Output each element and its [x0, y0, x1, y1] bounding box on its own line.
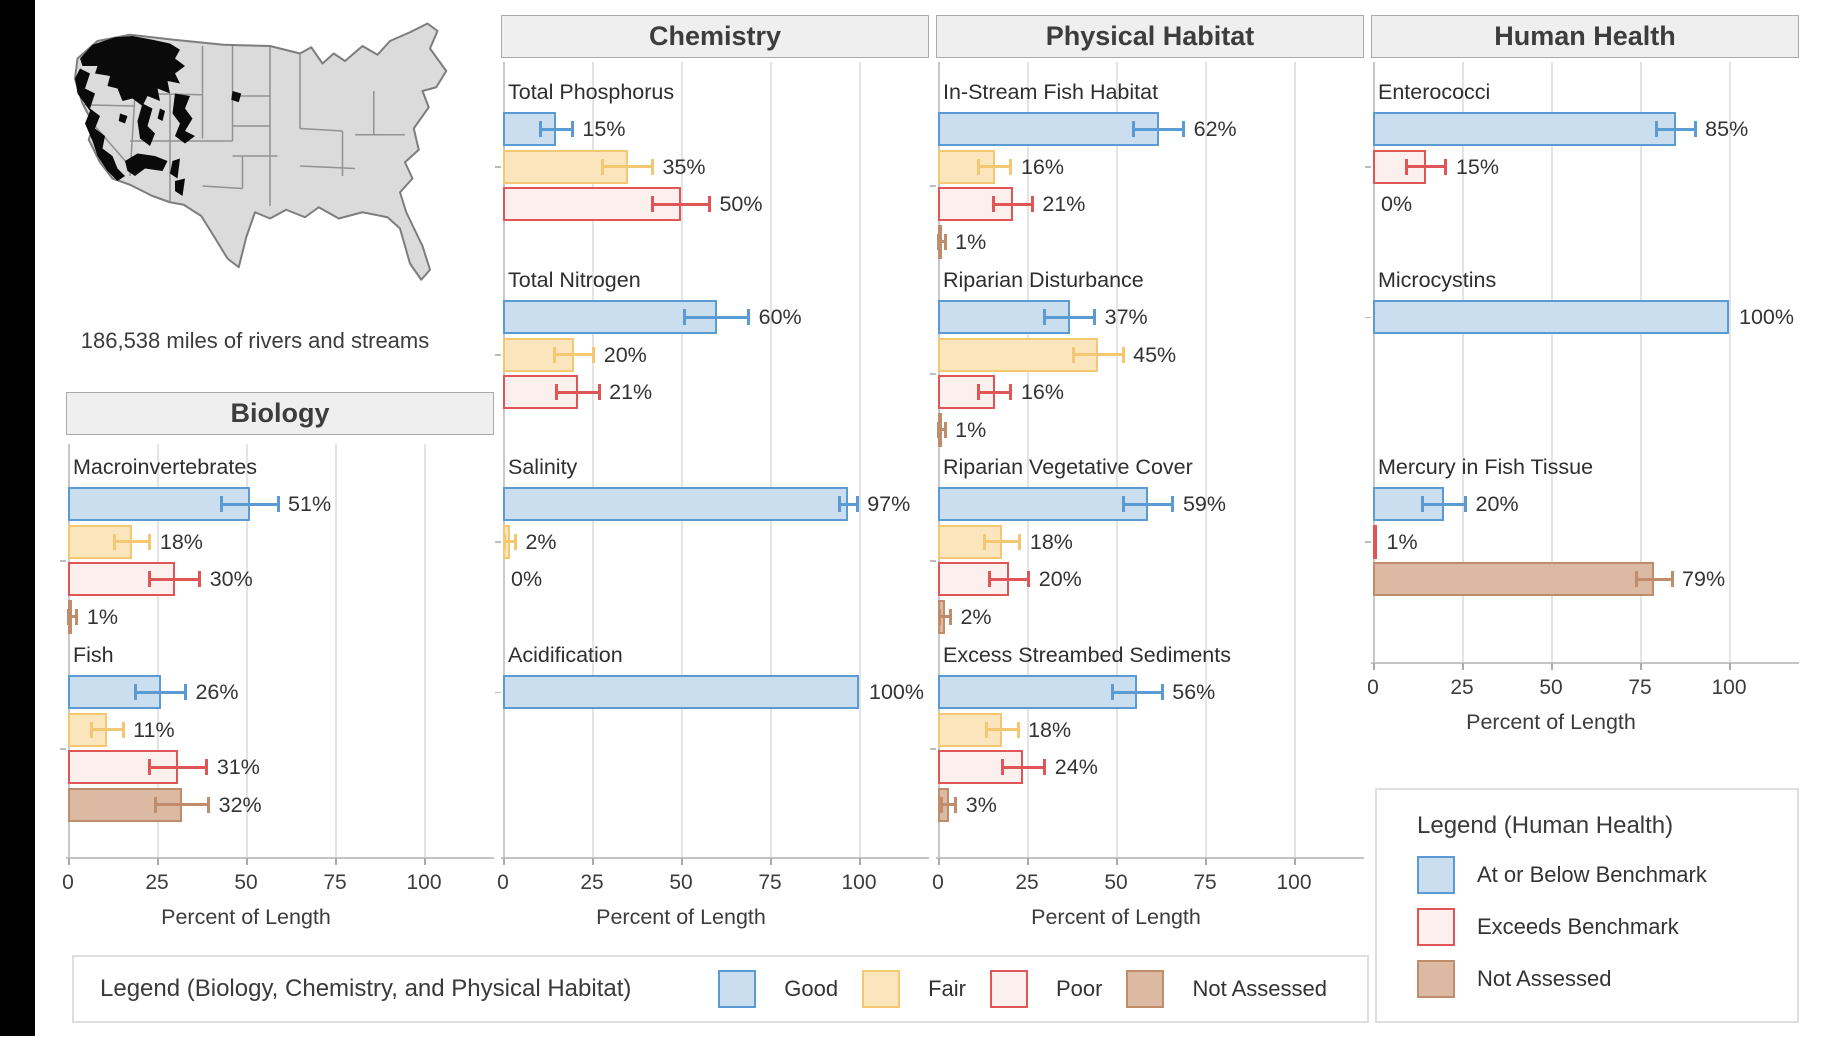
error-bar — [1112, 691, 1162, 694]
x-axis-tick — [938, 858, 940, 865]
x-axis-tick-label: 75 — [758, 871, 782, 894]
x-axis-tick-label: 100 — [406, 871, 442, 894]
bar-blue — [503, 487, 848, 521]
error-bar — [984, 540, 1020, 543]
panel-header-biology: Biology — [66, 392, 494, 435]
legend-title: Legend (Biology, Chemistry, and Physical Habitat) — [100, 975, 632, 1002]
x-axis-tick-label: 100 — [841, 871, 877, 894]
metric-label: Mercury in Fish Tissue — [1378, 455, 1594, 479]
legend-swatch-brown — [1417, 960, 1455, 998]
error-bar-cap — [1444, 159, 1447, 175]
error-bar-cap — [1182, 121, 1185, 137]
error-bar-cap — [944, 234, 947, 250]
error-bar — [979, 391, 1011, 394]
bar-red — [1373, 525, 1377, 559]
error-bar-cap — [148, 571, 151, 587]
error-bar-cap — [555, 384, 558, 400]
x-axis-tick-label: 0 — [62, 871, 74, 894]
error-bar — [1407, 165, 1446, 168]
x-axis-tick — [859, 858, 861, 865]
error-bar-cap — [207, 797, 210, 813]
value-label: 30% — [209, 567, 253, 591]
error-bar-cap — [598, 384, 601, 400]
legend-swatch-red — [1417, 908, 1455, 946]
x-axis-line-physical-habitat — [936, 857, 1364, 859]
error-bar-cap — [1043, 309, 1046, 325]
error-bar — [91, 728, 123, 731]
legend-human-health — [1375, 788, 1799, 1023]
metric-label: In-Stream Fish Habitat — [943, 80, 1159, 104]
y-axis-group-tick — [930, 373, 936, 375]
value-label: 1% — [86, 604, 118, 629]
value-label: 15% — [582, 117, 626, 141]
legend-item-yellow — [862, 970, 966, 1008]
value-label: 2% — [960, 604, 992, 629]
error-bar-cap — [601, 159, 604, 175]
y-axis-group-tick — [60, 560, 66, 562]
legend-swatch-blue — [718, 970, 756, 1008]
value-label: 1% — [955, 417, 987, 442]
gridline-75 — [770, 62, 772, 857]
legend-title: Legend (Human Health) — [1417, 812, 1674, 839]
error-bar-cap — [1405, 159, 1408, 175]
error-bar-cap — [992, 196, 995, 212]
error-bar-cap — [503, 534, 506, 550]
value-label: 21% — [1042, 192, 1086, 216]
gridline-75 — [335, 444, 337, 857]
value-label: 16% — [1020, 154, 1065, 179]
error-bar-cap — [651, 159, 654, 175]
error-bar-cap — [937, 234, 940, 250]
error-bar-cap — [1072, 347, 1075, 363]
value-label: 0% — [511, 567, 543, 591]
value-label: 100% — [869, 680, 924, 704]
error-bar-cap — [75, 609, 78, 625]
error-bar — [540, 128, 572, 131]
legend-label: Poor — [1056, 976, 1103, 1001]
legend-swatch-blue — [1417, 856, 1455, 894]
legend-item-brown — [1126, 970, 1327, 1008]
value-label: 100% — [1739, 305, 1794, 329]
x-axis-line-human-health — [1371, 662, 1799, 664]
left-black-strip — [0, 0, 35, 1036]
x-axis-line-biology — [66, 857, 494, 859]
error-bar-cap — [1031, 196, 1034, 212]
value-label: 26% — [195, 680, 239, 704]
error-bar-cap — [184, 684, 187, 700]
error-bar-cap — [90, 722, 93, 738]
x-axis-tick-label: 50 — [234, 871, 258, 894]
panel-plot-chemistry — [501, 62, 929, 857]
y-axis-group-tick — [930, 748, 936, 750]
value-label: 31% — [216, 755, 260, 779]
metric-label: Salinity — [508, 455, 578, 479]
y-axis-group-tick — [495, 541, 501, 543]
error-bar — [150, 766, 207, 769]
error-bar-cap — [983, 534, 986, 550]
error-bar-cap — [1009, 159, 1012, 175]
error-bar-cap — [1122, 496, 1125, 512]
value-label: 37% — [1104, 305, 1148, 329]
y-axis-group-tick — [1365, 166, 1371, 168]
panel-plot-human-health — [1371, 62, 1799, 662]
error-bar — [603, 165, 653, 168]
y-axis-group-tick — [60, 748, 66, 750]
error-bar-cap — [148, 759, 151, 775]
value-label: 21% — [609, 380, 653, 404]
error-bar — [1123, 503, 1173, 506]
value-label: 51% — [288, 492, 332, 516]
error-bar — [556, 391, 599, 394]
value-label: 20% — [1475, 492, 1519, 516]
value-label: 2% — [525, 529, 557, 554]
metric-label: Excess Streambed Sediments — [943, 643, 1231, 667]
error-bar-cap — [1027, 571, 1030, 587]
error-bar-cap — [1671, 571, 1674, 587]
metric-label: Enterococci — [1378, 80, 1491, 104]
x-axis-tick-label: 0 — [932, 871, 944, 894]
error-bar-cap — [148, 534, 151, 550]
value-label: 20% — [1038, 567, 1082, 591]
x-axis-tick — [1462, 663, 1464, 670]
error-bar — [150, 578, 200, 581]
legend-item-red — [1417, 908, 1777, 946]
error-bar — [986, 728, 1018, 731]
error-bar — [114, 540, 150, 543]
error-bar-cap — [1009, 384, 1012, 400]
x-axis-title-chemistry: Percent of Length — [596, 905, 766, 929]
value-label: 97% — [867, 492, 911, 516]
value-label: 0% — [1381, 192, 1413, 216]
error-bar-cap — [198, 571, 201, 587]
error-bar-cap — [944, 422, 947, 438]
error-bar-cap — [67, 609, 70, 625]
error-bar — [155, 803, 208, 806]
error-bar-cap — [514, 534, 517, 550]
error-bar-cap — [856, 496, 859, 512]
error-bar — [653, 203, 710, 206]
error-bar — [979, 165, 1011, 168]
panel-plot-biology — [66, 444, 494, 857]
error-bar — [1073, 353, 1123, 356]
error-bar-cap — [205, 759, 208, 775]
error-bar-cap — [1635, 571, 1638, 587]
gridline-100 — [859, 62, 861, 857]
value-label: 18% — [159, 529, 203, 554]
x-axis-tick-label: 100 — [1711, 676, 1747, 699]
x-axis-tick-label: 25 — [1450, 676, 1474, 699]
y-axis-group-tick — [495, 354, 501, 356]
metric-label: Total Nitrogen — [508, 268, 641, 292]
error-bar-cap — [1694, 121, 1697, 137]
error-bar-cap — [988, 571, 991, 587]
metric-label: Riparian Disturbance — [943, 268, 1144, 292]
gridline-50 — [681, 62, 683, 857]
error-bar-cap — [977, 384, 980, 400]
value-label: 1% — [955, 229, 987, 254]
value-label: 62% — [1193, 117, 1237, 141]
legend-label: Good — [784, 976, 839, 1001]
error-bar-cap — [683, 309, 686, 325]
value-label: 18% — [1029, 529, 1073, 554]
y-axis-group-tick — [930, 185, 936, 187]
error-bar — [1636, 578, 1672, 581]
error-bar — [993, 203, 1032, 206]
bar-blue — [938, 675, 1137, 709]
value-label: 11% — [133, 717, 175, 742]
metric-label: Macroinvertebrates — [73, 455, 258, 479]
bar-blue — [503, 675, 859, 709]
error-bar-cap — [977, 159, 980, 175]
x-axis-tick — [1294, 858, 1296, 865]
error-bar-cap — [1655, 121, 1658, 137]
panel-header-human-health: Human Health — [1371, 15, 1799, 58]
error-bar-cap — [1161, 684, 1164, 700]
value-label: 18% — [1028, 717, 1072, 742]
error-bar-cap — [134, 684, 137, 700]
x-axis-tick-label: 25 — [1015, 871, 1039, 894]
error-bar-cap — [592, 347, 595, 363]
x-axis-tick — [1729, 663, 1731, 670]
x-axis-tick — [503, 858, 505, 865]
value-label: 1% — [1386, 529, 1418, 554]
x-axis-tick — [68, 858, 70, 865]
value-label: 60% — [758, 305, 802, 329]
x-axis-tick-label: 75 — [323, 871, 347, 894]
error-bar-cap — [1018, 534, 1021, 550]
value-label: 32% — [218, 792, 262, 817]
error-bar-cap — [113, 534, 116, 550]
legend-item-blue — [718, 970, 838, 1008]
error-bar-cap — [220, 496, 223, 512]
legend-label: Exceeds Benchmark — [1477, 914, 1679, 939]
value-label: 20% — [603, 342, 647, 367]
value-label: 16% — [1020, 380, 1065, 404]
x-axis-tick — [592, 858, 594, 865]
value-label: 56% — [1172, 680, 1216, 704]
error-bar-cap — [1111, 684, 1114, 700]
error-bar-cap — [1093, 309, 1096, 325]
error-bar-cap — [1132, 121, 1135, 137]
legend-swatch-red — [990, 970, 1028, 1008]
metric-label: Riparian Vegetative Cover — [943, 455, 1193, 479]
x-axis-line-chemistry — [501, 857, 929, 859]
error-bar-cap — [1171, 496, 1174, 512]
error-bar — [555, 353, 594, 356]
error-bar-cap — [1043, 759, 1046, 775]
x-axis-tick — [157, 858, 159, 865]
value-label: 15% — [1455, 154, 1500, 179]
error-bar — [1002, 766, 1045, 769]
error-bar-cap — [1421, 496, 1424, 512]
gridline-75 — [1205, 62, 1207, 857]
error-bar — [990, 578, 1029, 581]
bar-brown — [1373, 562, 1654, 596]
error-bar-cap — [1122, 347, 1125, 363]
error-bar-cap — [651, 196, 654, 212]
legend-label: Not Assessed — [1477, 966, 1612, 991]
x-axis-tick — [770, 858, 772, 865]
error-bar — [1134, 128, 1184, 131]
error-bar-cap — [985, 722, 988, 738]
x-axis-tick — [1373, 663, 1375, 670]
error-bar-cap — [1464, 496, 1467, 512]
us-map-svg — [55, 16, 455, 316]
error-bar-cap — [708, 196, 711, 212]
error-bar-cap — [277, 496, 280, 512]
x-axis-title-biology: Percent of Length — [161, 905, 331, 929]
bar-blue — [938, 487, 1148, 521]
legend-items — [718, 970, 1327, 1008]
gridline-100 — [1729, 62, 1731, 662]
error-bar-cap — [938, 609, 941, 625]
error-bar-cap — [747, 309, 750, 325]
error-bar-cap — [539, 121, 542, 137]
error-bar-cap — [1001, 759, 1004, 775]
error-bar — [221, 503, 278, 506]
legend-swatch-brown — [1126, 970, 1164, 1008]
y-axis-group-tick — [930, 560, 936, 562]
x-axis-title-physical-habitat: Percent of Length — [1031, 905, 1201, 929]
panel-header-chemistry: Chemistry — [501, 15, 929, 58]
error-bar — [136, 691, 186, 694]
error-bar-cap — [1017, 722, 1020, 738]
x-axis-tick-label: 50 — [1539, 676, 1563, 699]
value-label: 50% — [719, 192, 763, 216]
legend-item-red — [990, 970, 1102, 1008]
x-axis-tick — [681, 858, 683, 865]
x-axis-tick-label: 75 — [1193, 871, 1217, 894]
legend-swatch-yellow — [862, 970, 900, 1008]
x-axis-tick-label: 50 — [669, 871, 693, 894]
error-bar-cap — [122, 722, 125, 738]
error-bar-cap — [940, 797, 943, 813]
legend-label: Not Assessed — [1192, 976, 1327, 1001]
y-axis-group-tick — [495, 692, 501, 694]
error-bar — [1423, 503, 1466, 506]
value-label: 59% — [1182, 492, 1226, 516]
error-bar-cap — [571, 121, 574, 137]
error-bar — [1656, 128, 1695, 131]
us-map — [55, 16, 455, 316]
map-caption: 186,538 miles of rivers and streams — [80, 328, 430, 353]
x-axis-tick-label: 25 — [145, 871, 169, 894]
x-axis-tick-label: 50 — [1104, 871, 1128, 894]
error-bar — [1045, 316, 1095, 319]
metric-label: Microcystins — [1378, 268, 1497, 292]
y-axis-group-tick — [1365, 317, 1371, 319]
error-bar — [685, 316, 749, 319]
x-axis-tick-label: 100 — [1276, 871, 1312, 894]
panel-header-physical-habitat: Physical Habitat — [936, 15, 1364, 58]
panel-plot-physical-habitat — [936, 62, 1364, 857]
value-label: 79% — [1682, 567, 1726, 591]
legend-item-blue — [1417, 856, 1777, 894]
error-bar-cap — [937, 422, 940, 438]
value-label: 35% — [662, 154, 706, 179]
gridline-100 — [424, 444, 426, 857]
error-bar-cap — [949, 609, 952, 625]
legend-label: Fair — [928, 976, 966, 1001]
value-label: 85% — [1705, 117, 1749, 141]
y-axis-group-tick — [495, 166, 501, 168]
legend-label: At or Below Benchmark — [1477, 862, 1707, 887]
x-axis-tick-label: 0 — [497, 871, 509, 894]
x-axis-tick-label: 25 — [580, 871, 604, 894]
x-axis-tick — [1551, 663, 1553, 670]
value-label: 45% — [1133, 342, 1177, 367]
bar-blue — [938, 112, 1159, 146]
gridline-100 — [1294, 62, 1296, 857]
error-bar-cap — [553, 347, 556, 363]
error-bar — [839, 503, 857, 506]
value-label: 24% — [1054, 755, 1098, 779]
x-axis-tick-label: 0 — [1367, 676, 1379, 699]
legend-item-brown — [1417, 960, 1777, 998]
error-bar-cap — [154, 797, 157, 813]
x-axis-tick — [335, 858, 337, 865]
y-axis-group-tick — [1365, 541, 1371, 543]
value-label: 3% — [965, 792, 997, 817]
x-axis-title-human-health: Percent of Length — [1466, 710, 1636, 734]
error-bar-cap — [838, 496, 841, 512]
bar-blue — [1373, 300, 1729, 334]
metric-label: Acidification — [508, 643, 623, 667]
x-axis-tick-label: 75 — [1628, 676, 1652, 699]
x-axis-tick — [1116, 858, 1118, 865]
x-axis-tick — [1205, 858, 1207, 865]
x-axis-tick — [246, 858, 248, 865]
bar-blue — [1373, 112, 1676, 146]
x-axis-tick — [1640, 663, 1642, 670]
metric-label: Total Phosphorus — [508, 80, 675, 104]
metric-label: Fish — [73, 643, 114, 667]
error-bar-cap — [954, 797, 957, 813]
x-axis-tick — [1027, 858, 1029, 865]
legend-main — [72, 955, 1369, 1023]
x-axis-tick — [424, 858, 426, 865]
